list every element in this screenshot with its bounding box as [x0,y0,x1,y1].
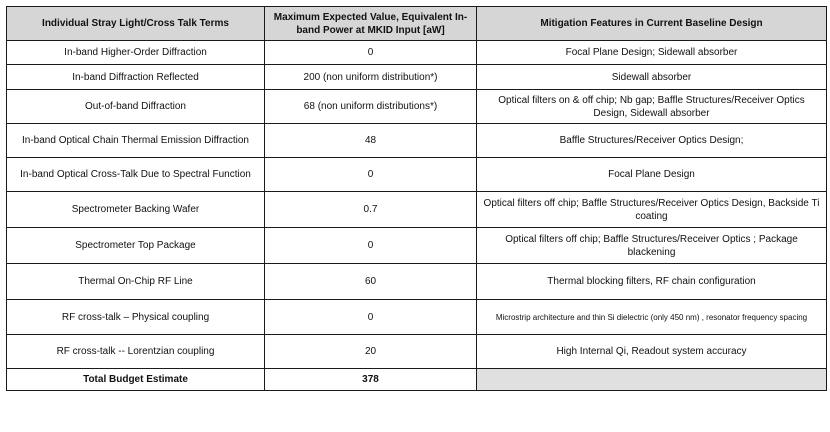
mitigation-cell: Focal Plane Design [477,158,827,192]
table-row [7,158,827,192]
value-cell: 68 (non uniform distributions*) [265,90,477,124]
value-cell: 0 [265,228,477,264]
mitigation-cell: Optical filters off chip; Baffle Structures/Receiver Optics ; Package blackening [477,228,827,264]
stray-light-budget-table [6,6,827,391]
table-row [7,264,827,300]
term-cell: In-band Optical Chain Thermal Emission Diffraction [7,124,265,158]
mitigation-cell: Microstrip architecture and thin Si dielectric (only 450 nm) , resonator frequency spacing [477,300,827,335]
term-cell: Spectrometer Backing Wafer [7,192,265,228]
term-cell: RF cross-talk – Physical coupling [7,300,265,335]
table-row [7,192,827,228]
mitigation-cell: Baffle Structures/Receiver Optics Design; [477,124,827,158]
term-cell: Thermal On-Chip RF Line [7,264,265,300]
mitigation-cell: Optical filters off chip; Baffle Structures/Receiver Optics Design, Backside Ti coating [477,192,827,228]
table-row [7,300,827,335]
table-row [7,228,827,264]
header-terms: Individual Stray Light/Cross Talk Terms [7,7,265,41]
term-cell: RF cross-talk -- Lorentzian coupling [7,335,265,369]
table-row [7,65,827,90]
mitigation-cell: Thermal blocking filters, RF chain configuration [477,264,827,300]
value-cell: 0.7 [265,192,477,228]
total-mitigation-cell [477,369,827,391]
value-cell: 48 [265,124,477,158]
total-row [7,369,827,391]
value-cell: 0 [265,41,477,65]
value-cell: 200 (non uniform distribution*) [265,65,477,90]
table-row [7,124,827,158]
table-row [7,335,827,369]
term-cell: In-band Diffraction Reflected [7,65,265,90]
term-cell: In-band Higher-Order Diffraction [7,41,265,65]
table-header-row [7,7,827,41]
total-value: 378 [265,369,477,391]
header-max-value: Maximum Expected Value, Equivalent In-band Power at MKID Input [aW] [265,7,477,41]
header-mitigation: Mitigation Features in Current Baseline Design [477,7,827,41]
term-cell: Out-of-band Diffraction [7,90,265,124]
total-label: Total Budget Estimate [7,369,265,391]
table-row [7,41,827,65]
mitigation-cell: Focal Plane Design; Sidewall absorber [477,41,827,65]
value-cell: 0 [265,300,477,335]
mitigation-cell: High Internal Qi, Readout system accuracy [477,335,827,369]
mitigation-cell: Optical filters on & off chip; Nb gap; Baffle Structures/Receiver Optics Design, Sidewall absorber [477,90,827,124]
term-cell: Spectrometer Top Package [7,228,265,264]
value-cell: 60 [265,264,477,300]
value-cell: 20 [265,335,477,369]
term-cell: In-band Optical Cross-Talk Due to Spectral Function [7,158,265,192]
mitigation-cell: Sidewall absorber [477,65,827,90]
value-cell: 0 [265,158,477,192]
table-row [7,90,827,124]
